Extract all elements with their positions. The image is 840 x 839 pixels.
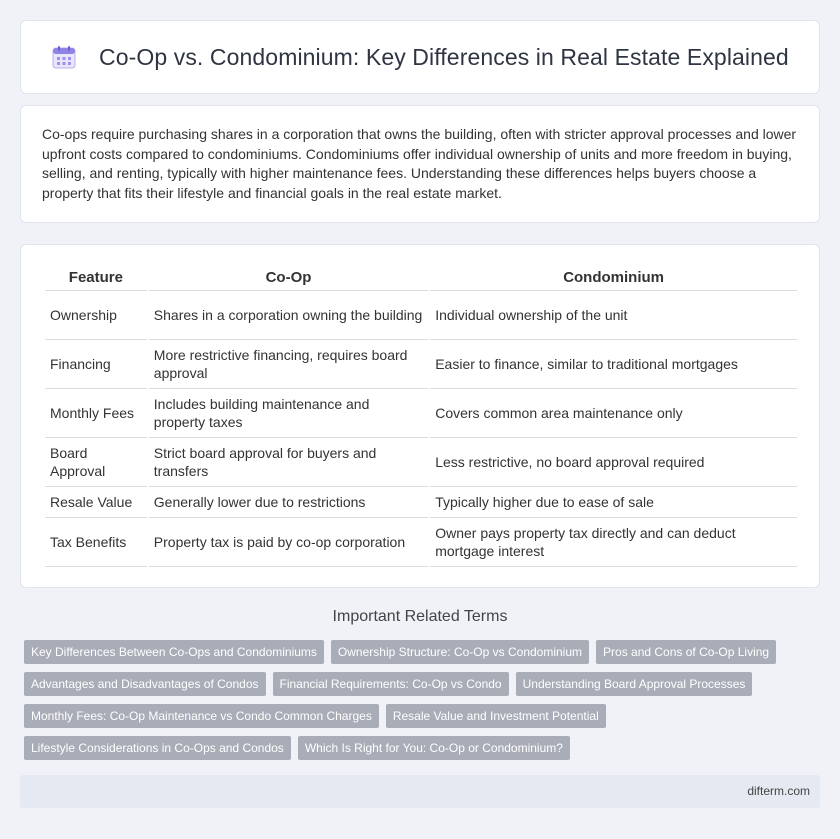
related-term-link[interactable]: Understanding Board Approval Processes [516, 672, 753, 696]
header-card [20, 20, 820, 94]
table-row [45, 340, 797, 389]
related-terms-row [24, 736, 824, 760]
page-title: Co-Op vs. Condominium: Key Differences in Real Estate Explained [99, 43, 789, 70]
related-term-link[interactable]: Ownership Structure: Co-Op vs Condominium [331, 640, 589, 664]
related-terms-row [24, 672, 824, 696]
coop-cell: Includes building maintenance and property taxes [149, 389, 428, 438]
footer [20, 775, 820, 808]
feature-cell: Financing [45, 340, 147, 389]
coop-cell: More restrictive financing, requires board approval [149, 340, 428, 389]
related-terms-row [24, 704, 824, 728]
related-term-link[interactable]: Monthly Fees: Co-Op Maintenance vs Condo Common Charges [24, 704, 379, 728]
condo-cell: Easier to finance, similar to traditional mortgages [430, 340, 797, 389]
related-term-link[interactable]: Financial Requirements: Co-Op vs Condo [273, 672, 509, 696]
table-row [45, 389, 797, 438]
condo-cell: Individual ownership of the unit [430, 291, 797, 340]
related-terms-title: Important Related Terms [332, 608, 508, 625]
header-condominium: Condominium [430, 265, 797, 291]
table-header-row [45, 265, 797, 291]
coop-cell: Strict board approval for buyers and transfers [149, 438, 428, 487]
feature-cell: Ownership [45, 291, 147, 340]
related-term-link[interactable]: Advantages and Disadvantages of Condos [24, 672, 266, 696]
header-coop: Co-Op [149, 265, 428, 291]
comparison-table [43, 265, 799, 567]
condo-cell: Covers common area maintenance only [430, 389, 797, 438]
related-term-link[interactable]: Resale Value and Investment Potential [386, 704, 606, 728]
related-term-link[interactable]: Lifestyle Considerations in Co-Ops and Condos [24, 736, 291, 760]
comparison-table-card [20, 244, 820, 588]
table-row [45, 518, 797, 567]
calendar-icon [49, 42, 79, 72]
related-term-link[interactable]: Pros and Cons of Co-Op Living [596, 640, 776, 664]
related-term-link[interactable]: Key Differences Between Co-Ops and Condominiums [24, 640, 324, 664]
related-terms [24, 640, 824, 768]
header-feature: Feature [45, 265, 147, 291]
feature-cell: Monthly Fees [45, 389, 147, 438]
table-row [45, 487, 797, 518]
feature-cell: Tax Benefits [45, 518, 147, 567]
intro-text: Co-ops require purchasing shares in a corporation that owns the building, often with stricter approval processes and lower upfront costs compared to condominiums. Condominiums offer individual ownership of units and more freedom in buying, selling, and renting, typically with higher maintenance fees. Understanding these differences helps buyers choose a property that fits their lifestyle and financial goals in the real estate market. [42, 126, 797, 201]
condo-cell: Less restrictive, no board approval required [430, 438, 797, 487]
coop-cell: Property tax is paid by co-op corporation [149, 518, 428, 567]
coop-cell: Generally lower due to restrictions [149, 487, 428, 518]
related-term-link[interactable]: Which Is Right for You: Co-Op or Condominium? [298, 736, 570, 760]
table-row [45, 291, 797, 340]
coop-cell: Shares in a corporation owning the building [149, 291, 428, 340]
feature-cell: Resale Value [45, 487, 147, 518]
condo-cell: Typically higher due to ease of sale [430, 487, 797, 518]
feature-cell: Board Approval [45, 438, 147, 487]
condo-cell: Owner pays property tax directly and can deduct mortgage interest [430, 518, 797, 567]
intro-card [20, 105, 820, 223]
table-row [45, 438, 797, 487]
footer-site-link[interactable]: difterm.com [747, 784, 810, 798]
related-terms-row [24, 640, 824, 664]
